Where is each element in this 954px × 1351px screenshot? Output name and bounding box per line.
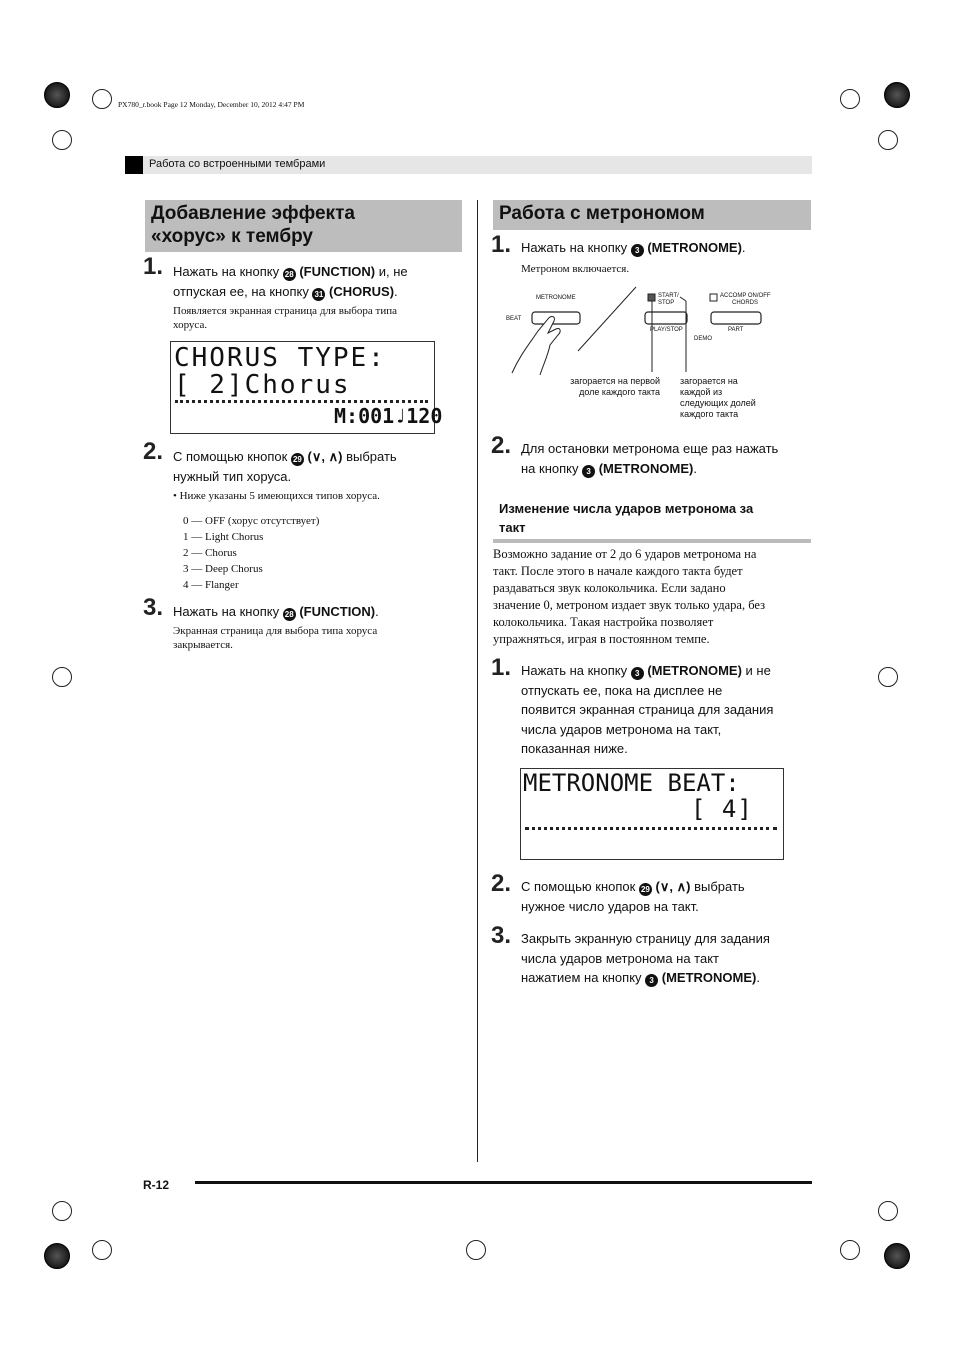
subsection-rule	[493, 539, 811, 543]
lcd-line: [ 4]	[691, 795, 753, 823]
button-number-icon: 3	[631, 667, 644, 680]
registration-mark-dark-icon	[44, 1243, 70, 1269]
label-other-beats: загорается на каждой из следующих долей каждого такта	[680, 376, 756, 419]
lcd-display-chorus	[170, 341, 443, 434]
step-text: Нажать на кнопку 3 (METRONOME).	[521, 240, 746, 255]
crosshair-mark-icon	[52, 1201, 72, 1221]
button-number-icon: 3	[582, 465, 595, 478]
step-number: 3.	[491, 922, 512, 949]
step-text: Нажать на кнопку 3 (METRONOME) и не отпускать ее, пока на дисплее не появится экранная страница для задания числа ударов метронома на такт, показанная ниже.	[521, 663, 774, 756]
button-number-icon: 3	[645, 974, 658, 987]
bullet-note: • Ниже указаны 5 имеющихся типов хоруса.	[173, 490, 380, 502]
header-square	[125, 156, 143, 174]
print-info: PX780_r.book Page 12 Monday, December 10, 2012 4:47 PM	[118, 100, 305, 109]
button-number-icon: 28	[283, 268, 296, 281]
step-text: Нажать на кнопку 28 (FUNCTION) и, не отпуская ее, на кнопку 31 (CHORUS).	[173, 264, 408, 299]
page-number: R-12	[143, 1178, 170, 1192]
list-item: 4 — Flanger	[183, 579, 239, 591]
lcd-dot-row	[525, 827, 777, 830]
crosshair-mark-icon	[52, 130, 72, 150]
crosshair-mark-icon	[840, 89, 860, 109]
registration-mark-dark-icon	[884, 1243, 910, 1269]
list-item: 3 — Deep Chorus	[183, 563, 263, 575]
list-item: 2 — Chorus	[183, 547, 237, 559]
crosshair-mark-icon	[878, 667, 898, 687]
header-section-title: Работа со встроенными тембрами	[149, 158, 326, 170]
description-paragraph: Возможно задание от 2 до 6 ударов метронома на такт. После этого в начале каждого такта будет раздаваться звук колокольчика. Если задано значение 0, метроном издает звук только удара, без колокольчика. Такая настройка позволяет упражняться, играя в постоянном темпе.	[493, 547, 766, 646]
crosshair-mark-icon	[92, 1240, 112, 1260]
title-line: «хорус» к тембру	[151, 226, 314, 247]
registration-mark-dark-icon	[44, 82, 70, 108]
step-number: 3.	[143, 594, 164, 621]
label-play-stop: PLAY/STOP	[650, 327, 683, 333]
crosshair-mark-icon	[878, 1201, 898, 1221]
step-text: Закрыть экранную страницу для задания числа ударов метронома на такт нажатием на кнопку 3 (METRONOME).	[521, 931, 770, 985]
title-line: Добавление эффекта	[151, 203, 355, 224]
step-note: Метроном включается.	[521, 263, 630, 275]
step-note: Экранная страница для выбора типа хоруса закрывается.	[173, 625, 378, 651]
step-number: 1.	[143, 253, 164, 280]
lcd-status: M:001♩120	[334, 404, 443, 428]
step-number: 2.	[143, 438, 164, 465]
lcd-display-metronome	[520, 768, 784, 860]
section-title-chorus	[145, 200, 462, 252]
footer-rule	[195, 1181, 812, 1184]
button-number-icon: 3	[631, 244, 644, 257]
label-demo: DEMO	[694, 336, 712, 342]
crosshair-mark-icon	[92, 89, 112, 109]
section-title-metronome: Работа с метрономом	[493, 200, 811, 230]
step-text: Нажать на кнопку 28 (FUNCTION).	[173, 604, 379, 619]
crosshair-mark-icon	[840, 1240, 860, 1260]
crosshair-mark-icon	[878, 130, 898, 150]
lcd-line: CHORUS TYPE:	[174, 343, 386, 373]
label-accomp: ACCOMP ON/OFF CHORDS	[720, 293, 771, 306]
step-number: 1.	[491, 231, 512, 258]
subsection-heading: Изменение числа ударов метронома за такт	[499, 501, 754, 535]
step-number: 1.	[491, 654, 512, 681]
column-divider	[477, 200, 478, 1162]
button-number-icon: 29	[639, 883, 652, 896]
step-text: С помощью кнопок 29 (∨, ∧) выбрать нужный тип хоруса.	[173, 449, 397, 484]
button-number-icon: 31	[312, 288, 325, 301]
lcd-dot-row	[175, 400, 428, 403]
metronome-panel-diagram	[490, 285, 810, 425]
crosshair-mark-icon	[466, 1240, 486, 1260]
step-number: 2.	[491, 432, 512, 459]
list-item: 1 — Light Chorus	[183, 531, 264, 543]
lcd-line: [ 2]Chorus	[174, 370, 351, 400]
button-number-icon: 28	[283, 608, 296, 621]
step-note: Появляется экранная страница для выбора типа хоруса.	[173, 305, 397, 331]
step-number: 2.	[491, 870, 512, 897]
crosshair-mark-icon	[52, 667, 72, 687]
lcd-line: METRONOME BEAT:	[523, 769, 740, 797]
label-part: PART	[728, 327, 744, 333]
label-first-beat: загорается на первой доле каждого такта	[570, 376, 660, 397]
label-start-stop: START/ STOP	[658, 293, 679, 306]
registration-mark-dark-icon	[884, 82, 910, 108]
button-number-icon: 29	[291, 453, 304, 466]
step-text: Для остановки метронома еще раз нажать на кнопку 3 (METRONOME).	[521, 441, 779, 476]
list-item: 0 — OFF (хорус отсутствует)	[183, 515, 320, 527]
label-beat: BEAT	[506, 316, 522, 322]
chorus-type-list	[183, 513, 319, 593]
step-text: С помощью кнопок 29 (∨, ∧) выбрать нужное число ударов на такт.	[521, 879, 745, 914]
label-metronome: METRONOME	[536, 295, 576, 301]
